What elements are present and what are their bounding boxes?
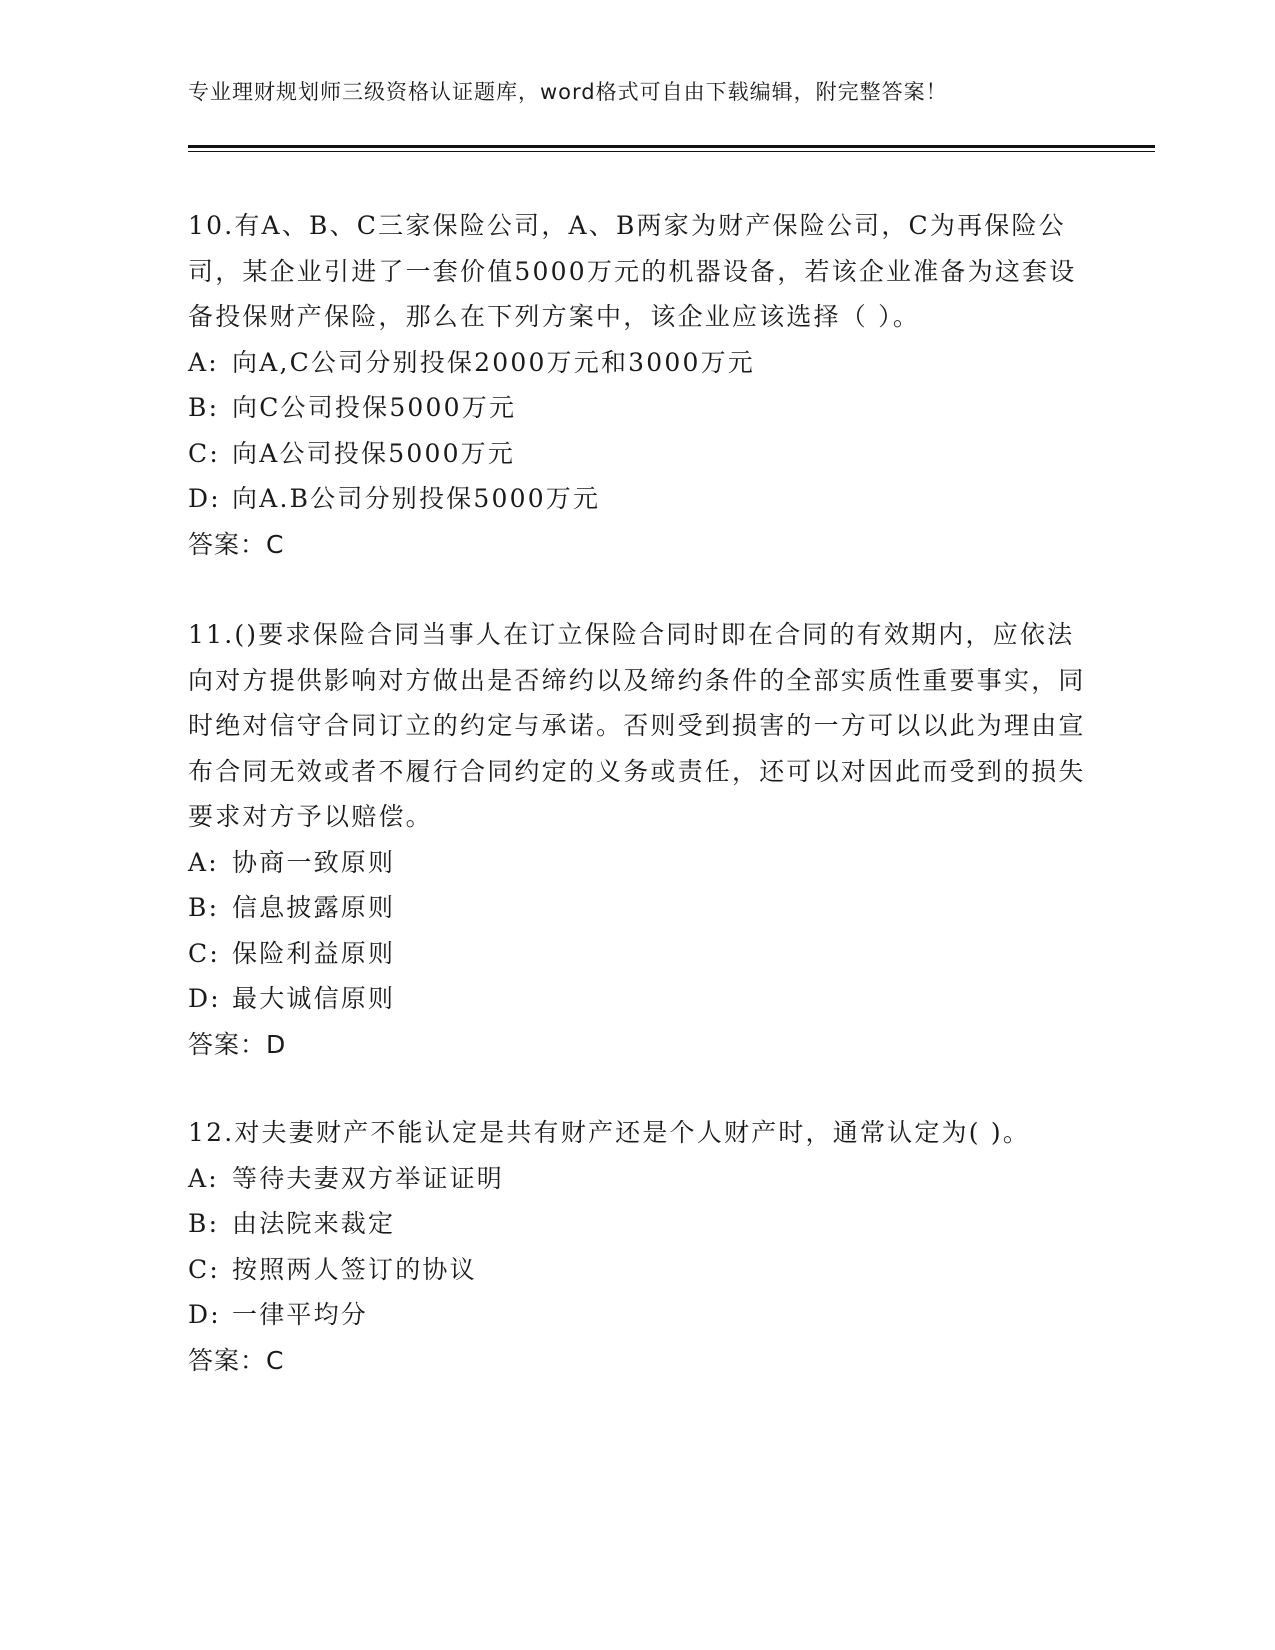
header-rule-thin	[188, 151, 1155, 152]
option-d	[188, 476, 1088, 522]
question-stem: 11.()要求保险合同当事人在订立保险合同时即在合同的有效期内，应依法向对方提供影响对方做出是否缔约以及缔约条件的全部实质性重要事实，同时绝对信守合同订立的约定与承诺。否则受到损害的一方可以以此为理由宣布合同无效或者不履行合同约定的义务或责任，还可以对因此而受到的损失要求对方予以赔偿。	[188, 620, 1086, 831]
option-letter: C:	[188, 938, 220, 968]
option-text: 向A公司投保5000万元	[232, 438, 516, 468]
option-text: 由法院来裁定	[232, 1209, 396, 1238]
option-text: 保险利益原则	[232, 938, 396, 968]
option-letter: B:	[188, 393, 220, 422]
option-text: 向A.B公司分别投保5000万元	[232, 484, 601, 513]
option-b	[188, 885, 1088, 931]
option-letter: D:	[188, 1300, 221, 1329]
option-letter: B:	[188, 893, 220, 922]
header-rule-thick	[188, 145, 1155, 148]
option-d	[188, 976, 1088, 1022]
option-a	[188, 1156, 1088, 1202]
option-c	[188, 931, 1088, 977]
option-letter: C:	[188, 438, 220, 468]
option-c	[188, 1247, 1088, 1293]
answer-line: 答案：D	[188, 1029, 287, 1059]
option-a	[188, 840, 1088, 886]
option-text: 协商一致原则	[232, 847, 396, 877]
answer-line: 答案：C	[188, 1345, 285, 1375]
question-stem: 12.对夫妻财产不能认定是共有财产还是个人财产时，通常认定为( )。	[188, 1118, 1031, 1147]
option-text: 信息披露原则	[232, 893, 396, 922]
option-letter: A:	[188, 347, 219, 377]
option-text: 等待夫妻双方举证证明	[232, 1163, 505, 1193]
option-text: 一律平均分	[232, 1300, 369, 1329]
question-10	[188, 203, 1088, 567]
option-c	[188, 431, 1088, 477]
option-list	[188, 1156, 1088, 1338]
option-text: 向A,C公司分别投保2000万元和3000万元	[232, 347, 755, 377]
option-text: 按照两人签订的协议	[232, 1254, 477, 1284]
option-list	[188, 340, 1088, 522]
option-text: 向C公司投保5000万元	[232, 393, 517, 422]
option-letter: D:	[188, 484, 221, 513]
option-d	[188, 1292, 1088, 1338]
answer-line: 答案：C	[188, 529, 285, 559]
option-letter: A:	[188, 1163, 219, 1193]
option-list	[188, 840, 1088, 1022]
question-stem: 10.有A、B、C三家保险公司，A、B两家为财产保险公司，C为再保险公司，某企业引进了一套价值5000万元的机器设备，若该企业准备为这套设备投保财产保险，那么在下列方案中，该企业应该选择（ ）。	[188, 211, 1077, 331]
option-letter: C:	[188, 1254, 220, 1284]
option-letter: B:	[188, 1209, 220, 1238]
option-b	[188, 385, 1088, 431]
page-header: 专业理财规划师三级资格认证题库，word格式可自由下载编辑，附完整答案！	[188, 80, 948, 104]
option-text: 最大诚信原则	[232, 984, 396, 1013]
question-11	[188, 612, 1088, 1067]
option-letter: A:	[188, 847, 219, 877]
option-b	[188, 1201, 1088, 1247]
question-12	[188, 1110, 1088, 1383]
option-letter: D:	[188, 984, 221, 1013]
option-a	[188, 340, 1088, 386]
